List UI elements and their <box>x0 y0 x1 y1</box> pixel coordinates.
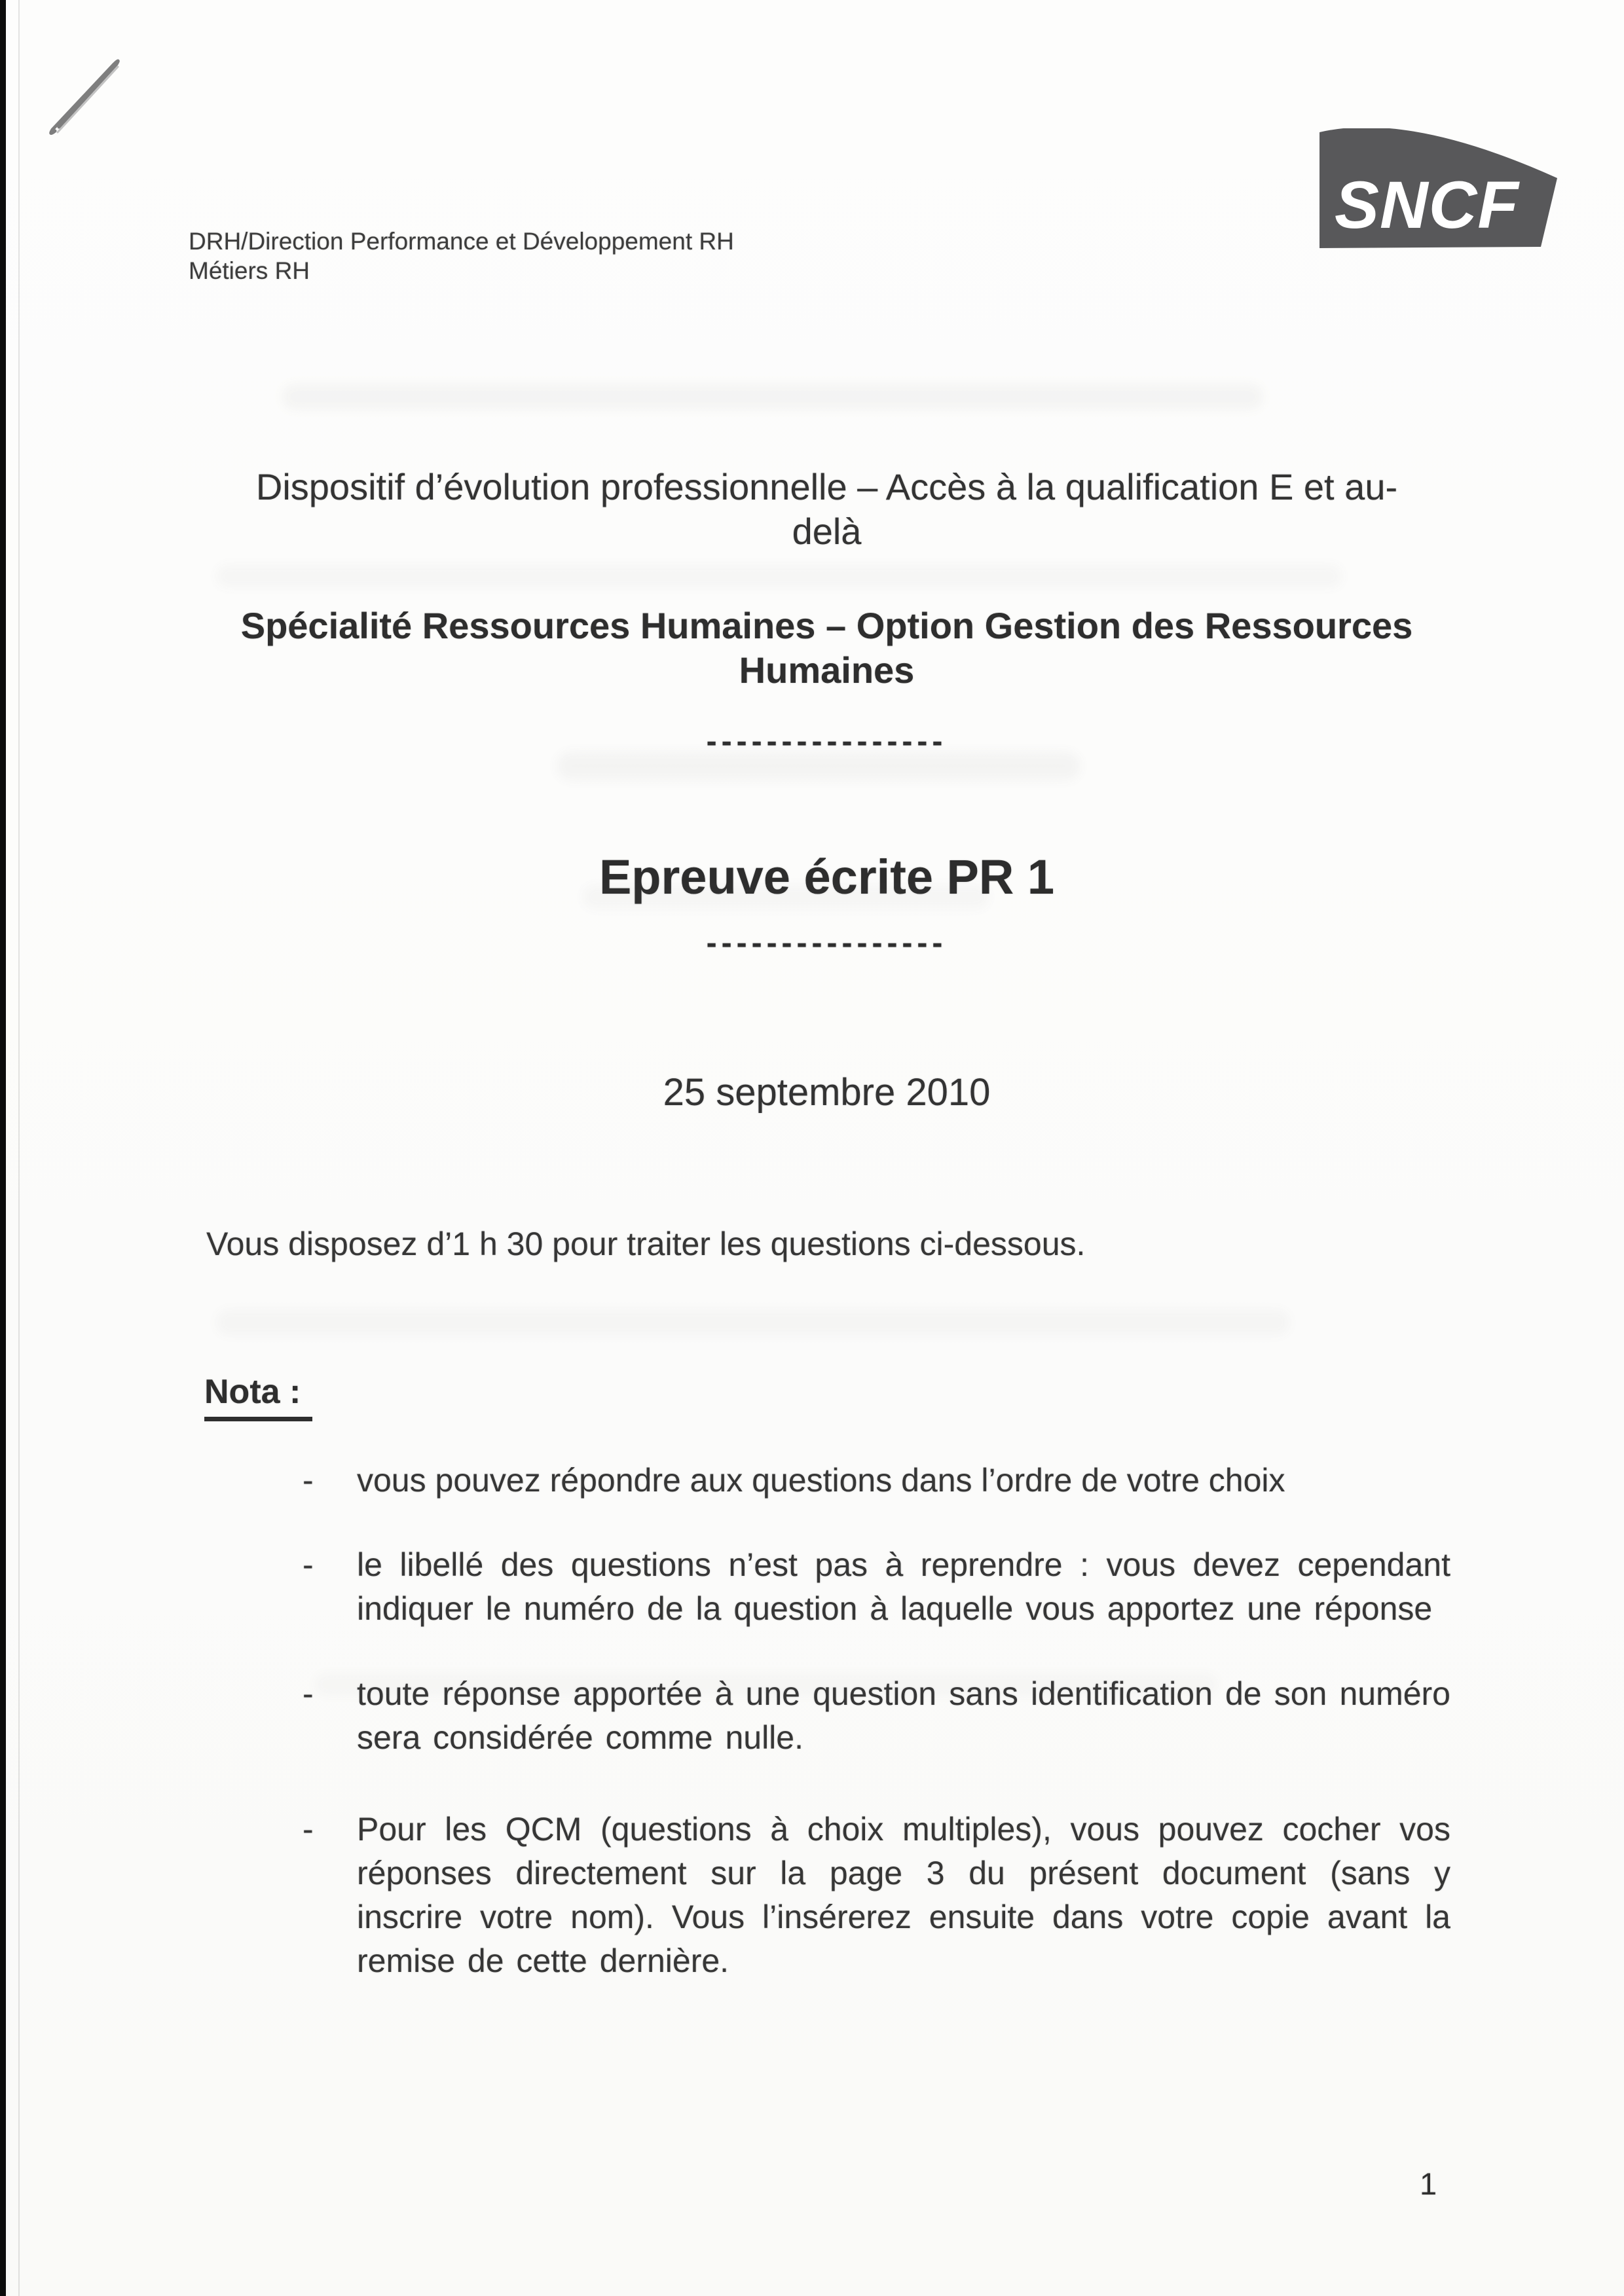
bullet-text: toute réponse apportée à une question sans identification de son numéro sera considérée comme nulle. <box>357 1675 1450 1756</box>
exam-title: Epreuve écrite PR 1 <box>599 850 1055 904</box>
bullet-dash: - <box>303 1811 314 1848</box>
bullet-text: Pour les QCM (questions à choix multiples), vous pouvez cocher vos réponses directement sur la page 3 du présent document (sans y inscrire votre nom). Vous l’insérerez ensuite dans votre copie avant la remise de cette dernière. <box>357 1811 1450 1979</box>
bleed-through-artifact <box>583 885 989 909</box>
list-item <box>303 1808 1450 1983</box>
document-subtitle <box>203 604 1450 693</box>
sncf-logo <box>1318 128 1557 251</box>
document-title <box>203 465 1450 554</box>
letterhead-line1: DRH/Direction Performance et Développement RH <box>189 228 734 255</box>
bleed-through-artifact <box>216 1309 1290 1336</box>
page-number: 1 <box>1420 2166 1437 2201</box>
bullet-text: le libellé des questions n’est pas à reprendre : vous devez cependant indiquer le numéro de la question à laquelle vous apportez une réponse <box>357 1546 1450 1627</box>
list-item <box>303 1543 1450 1631</box>
bleed-through-artifact <box>314 1673 1218 1696</box>
bleed-through-artifact <box>557 752 1080 780</box>
separator-top: ---------------- <box>706 724 948 759</box>
nota-heading <box>204 1372 312 1421</box>
bullet-text: vous pouvez répondre aux questions dans l’ordre de votre choix <box>357 1462 1285 1499</box>
duration-note: Vous disposez d’1 h 30 pour traiter les questions ci-dessous. <box>206 1226 1086 1262</box>
letterhead <box>189 227 734 285</box>
nota-bullet-list <box>303 1459 1450 1983</box>
exam-date: 25 septembre 2010 <box>663 1071 991 1114</box>
subtitle-line-2: Humaines <box>739 649 915 691</box>
scan-edge-artifact <box>0 0 6 2296</box>
nota-heading-text: Nota : <box>204 1372 312 1421</box>
bullet-dash: - <box>303 1675 314 1712</box>
page-edge-shadow <box>18 0 20 2296</box>
bullet-dash: - <box>303 1462 314 1499</box>
subtitle-line-1: Spécialité Ressources Humaines – Option Gestion des Ressources <box>240 605 1413 647</box>
list-item <box>303 1459 1450 1503</box>
bleed-through-artifact <box>216 564 1342 588</box>
sncf-logo-text: SNCF <box>1335 168 1519 242</box>
letterhead-line2: Métiers RH <box>189 257 310 284</box>
title-line-2: delà <box>792 510 862 552</box>
separator-bottom: ---------------- <box>706 926 948 960</box>
bleed-through-artifact <box>282 384 1264 410</box>
staple-mark <box>45 51 143 149</box>
title-line-1: Dispositif d’évolution professionnelle – Accès à la qualification E et au- <box>255 465 1398 507</box>
bullet-dash: - <box>303 1546 314 1583</box>
